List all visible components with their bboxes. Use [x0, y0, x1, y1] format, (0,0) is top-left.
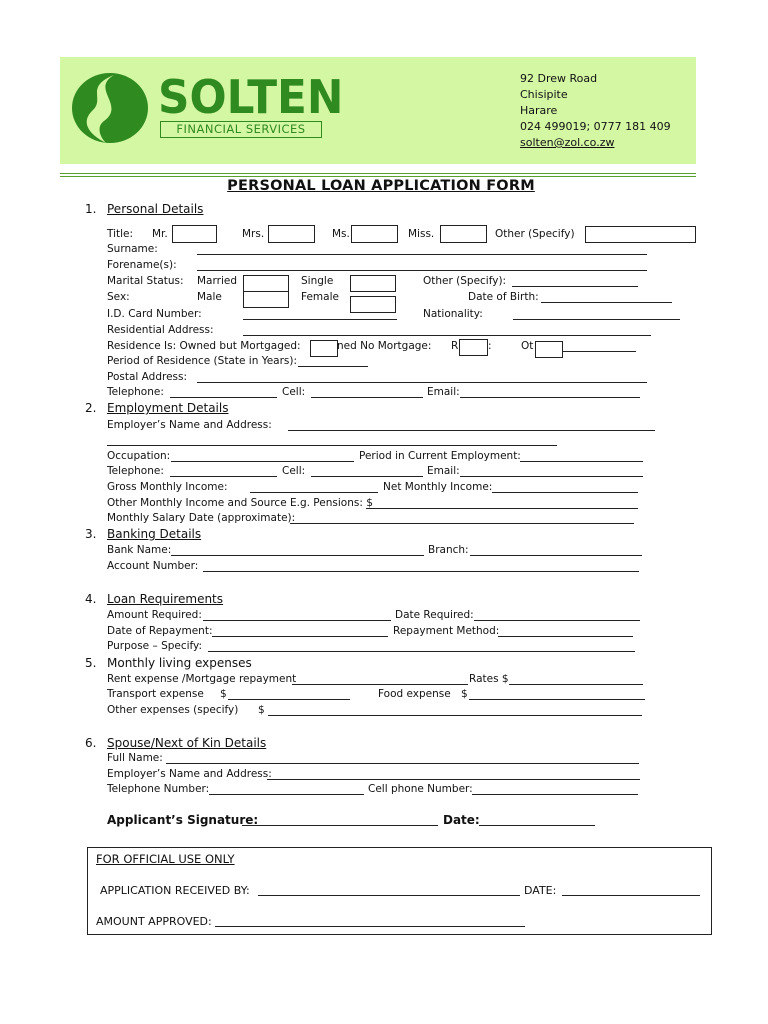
- amount-approved-field[interactable]: [215, 926, 525, 927]
- residence-label: Residence Is: Owned but Mortgaged:: [107, 340, 301, 352]
- mrs-checkbox[interactable]: [268, 225, 315, 243]
- kin-cell-label: Cell phone Number:: [368, 783, 473, 795]
- transport-dollar: $: [220, 688, 227, 700]
- other-income-field[interactable]: [366, 508, 638, 509]
- branch-label: Branch:: [428, 544, 469, 556]
- single-label: Single: [301, 275, 334, 287]
- gross-income-field[interactable]: [250, 492, 378, 493]
- nationality-field[interactable]: [513, 319, 680, 320]
- employer-field-2[interactable]: [107, 445, 557, 446]
- employer-label: Employer’s Name and Address:: [107, 419, 272, 431]
- section-6-heading: [85, 736, 267, 750]
- residence-other-field[interactable]: [562, 351, 636, 352]
- forenames-label: Forename(s):: [107, 259, 177, 271]
- female-checkbox[interactable]: [350, 296, 396, 313]
- other-income-label: Other Monthly Income and Source E.g. Pensions: $: [107, 497, 373, 509]
- kin-telephone-label: Telephone Number:: [107, 783, 210, 795]
- repayment-method-label: Repayment Method:: [393, 625, 500, 637]
- dob-label: Date of Birth:: [468, 291, 539, 303]
- kin-telephone-field[interactable]: [209, 794, 364, 795]
- food-dollar: $: [461, 688, 468, 700]
- section-label: Banking Details: [107, 527, 202, 541]
- section-label: Personal Details: [107, 202, 204, 216]
- residence-period-field[interactable]: [298, 366, 368, 367]
- rented-label: R: [451, 340, 459, 352]
- female-label: Female: [301, 291, 339, 303]
- id-card-label: I.D. Card Number:: [107, 308, 202, 320]
- kin-cell-field[interactable]: [472, 794, 638, 795]
- emp-telephone-label: Telephone:: [107, 465, 164, 477]
- section-4-heading: [85, 592, 224, 606]
- company-address: [520, 71, 671, 151]
- postal-address-field[interactable]: [197, 382, 647, 383]
- brand-name: SOLTEN: [158, 70, 344, 124]
- section-number: 1.: [85, 202, 97, 216]
- married-checkbox[interactable]: [243, 275, 289, 292]
- single-checkbox[interactable]: [350, 275, 396, 292]
- transport-field[interactable]: [228, 699, 350, 700]
- other-expenses-field[interactable]: [268, 715, 642, 716]
- other-title-field[interactable]: [585, 226, 696, 243]
- rented-colon: :: [488, 340, 492, 352]
- rates-label: Rates $: [469, 673, 509, 685]
- telephone-field[interactable]: [170, 397, 277, 398]
- divider: [60, 173, 696, 174]
- gross-income-label: Gross Monthly Income:: [107, 481, 228, 493]
- kin-full-name-field[interactable]: [166, 763, 639, 764]
- emp-email-label: Email:: [427, 465, 460, 477]
- phone-line: 024 499019; 0777 181 409: [520, 120, 671, 133]
- section-label: Spouse/Next of Kin Details: [107, 736, 267, 750]
- male-checkbox[interactable]: [243, 291, 289, 308]
- official-heading: FOR OFFICIAL USE ONLY: [96, 852, 235, 866]
- married-label: Married: [197, 275, 237, 287]
- branch-field[interactable]: [470, 555, 642, 556]
- section-1-heading: [85, 202, 204, 216]
- received-by-field[interactable]: [258, 895, 520, 896]
- repayment-method-field[interactable]: [498, 636, 633, 637]
- amount-approved-label: AMOUNT APPROVED:: [96, 915, 212, 928]
- marital-other-field[interactable]: [512, 286, 638, 287]
- emp-email-field[interactable]: [460, 476, 643, 477]
- bank-name-label: Bank Name:: [107, 544, 172, 556]
- amount-required-label: Amount Required:: [107, 609, 202, 621]
- signature-date-label: Date:: [443, 813, 480, 827]
- address-line: Harare: [520, 104, 558, 117]
- mr-label: Mr.: [152, 228, 168, 240]
- brand-subtitle: FINANCIAL SERVICES: [160, 121, 322, 138]
- telephone-label: Telephone:: [107, 386, 164, 398]
- title-label: Title:: [107, 228, 134, 240]
- miss-checkbox[interactable]: [440, 225, 487, 243]
- rates-field[interactable]: [509, 684, 643, 685]
- employer-field[interactable]: [288, 430, 655, 431]
- official-date-label: DATE:: [524, 884, 557, 897]
- mr-checkbox[interactable]: [172, 225, 217, 243]
- repayment-date-field[interactable]: [212, 636, 388, 637]
- solten-logo-icon: [70, 71, 150, 145]
- account-number-field[interactable]: [203, 571, 639, 572]
- rented-checkbox[interactable]: [459, 339, 488, 356]
- amount-required-field[interactable]: [203, 620, 391, 621]
- residential-address-field[interactable]: [243, 335, 651, 336]
- net-income-field[interactable]: [492, 492, 638, 493]
- section-number: 2.: [85, 401, 97, 415]
- residence-other-label: Ot: [521, 340, 534, 352]
- purpose-field[interactable]: [208, 651, 635, 652]
- mrs-label: Mrs.: [242, 228, 265, 240]
- official-date-field[interactable]: [562, 895, 700, 896]
- food-label: Food expense: [378, 688, 451, 700]
- occupation-label: Occupation:: [107, 450, 171, 462]
- marital-status-label: Marital Status:: [107, 275, 184, 287]
- section-3-heading: [85, 527, 202, 541]
- form-title: PERSONAL LOAN APPLICATION FORM: [227, 178, 535, 194]
- section-number: 4.: [85, 592, 97, 606]
- residential-address-label: Residential Address:: [107, 324, 214, 336]
- marital-other-label: Other (Specify):: [423, 275, 507, 287]
- mortgaged-checkbox[interactable]: [310, 340, 338, 357]
- emp-telephone-field[interactable]: [170, 476, 277, 477]
- period-employment-label: Period in Current Employment:: [359, 450, 521, 462]
- male-label: Male: [197, 291, 222, 303]
- salary-date-label: Monthly Salary Date (approximate):: [107, 512, 296, 524]
- signature-date-field[interactable]: [479, 825, 595, 826]
- purpose-label: Purpose – Specify:: [107, 640, 203, 652]
- occupation-field[interactable]: [171, 461, 354, 462]
- net-income-label: Net Monthly Income:: [383, 481, 493, 493]
- section-number: 5.: [85, 656, 97, 670]
- sex-label: Sex:: [107, 291, 130, 303]
- date-required-label: Date Required:: [395, 609, 474, 621]
- residence-other-checkbox[interactable]: [535, 341, 563, 358]
- received-by-label: APPLICATION RECEIVED BY:: [100, 884, 250, 897]
- period-employment-field[interactable]: [520, 461, 643, 462]
- section-2-heading: [85, 401, 229, 415]
- date-required-field[interactable]: [474, 620, 640, 621]
- miss-label: Miss.: [408, 228, 435, 240]
- signature-label: Applicant’s Signature:: [107, 813, 259, 827]
- section-number: 6.: [85, 736, 97, 750]
- salary-date-field[interactable]: [290, 523, 634, 524]
- bank-name-field[interactable]: [171, 555, 424, 556]
- transport-label: Transport expense: [107, 688, 204, 700]
- food-field[interactable]: [469, 699, 645, 700]
- cell-field[interactable]: [311, 397, 423, 398]
- section-5-heading: [85, 656, 252, 670]
- section-label: Employment Details: [107, 401, 229, 415]
- divider: [60, 176, 696, 177]
- forenames-field[interactable]: [197, 270, 647, 271]
- signature-field[interactable]: [242, 825, 438, 826]
- rent-label: Rent expense /Mortgage repayment: [107, 673, 297, 685]
- residence-period-label: Period of Residence (State in Years):: [107, 355, 298, 367]
- email-field[interactable]: [460, 397, 640, 398]
- kin-full-name-label: Full Name:: [107, 752, 163, 764]
- emp-cell-label: Cell:: [282, 465, 306, 477]
- cell-label: Cell:: [282, 386, 306, 398]
- rent-field[interactable]: [292, 684, 468, 685]
- ms-checkbox[interactable]: [351, 225, 398, 243]
- section-label: Monthly living expenses: [107, 656, 252, 670]
- other-expenses-label: Other expenses (specify): [107, 704, 239, 716]
- section-label: Loan Requirements: [107, 592, 224, 606]
- nationality-label: Nationality:: [423, 308, 483, 320]
- other-expenses-dollar: $: [258, 704, 265, 716]
- emp-cell-field[interactable]: [311, 476, 423, 477]
- postal-address-label: Postal Address:: [107, 371, 188, 383]
- other-title-label: Other (Specify): [495, 228, 575, 240]
- account-number-label: Account Number:: [107, 560, 199, 572]
- kin-employer-label: Employer’s Name and Address:: [107, 768, 272, 780]
- kin-employer-field[interactable]: [267, 779, 640, 780]
- address-line: 92 Drew Road: [520, 72, 598, 85]
- id-card-field[interactable]: [243, 319, 397, 320]
- surname-label: Surname:: [107, 243, 158, 255]
- email-label: Email:: [427, 386, 460, 398]
- section-number: 3.: [85, 527, 97, 541]
- email-link[interactable]: solten@zol.co.zw: [520, 136, 615, 149]
- owned-no-mortgage-label: ned No Mortgage:: [337, 340, 432, 352]
- address-line: Chisipite: [520, 88, 568, 101]
- dob-field[interactable]: [541, 302, 672, 303]
- repayment-date-label: Date of Repayment:: [107, 625, 213, 637]
- surname-field[interactable]: [197, 254, 647, 255]
- ms-label: Ms.: [332, 228, 350, 240]
